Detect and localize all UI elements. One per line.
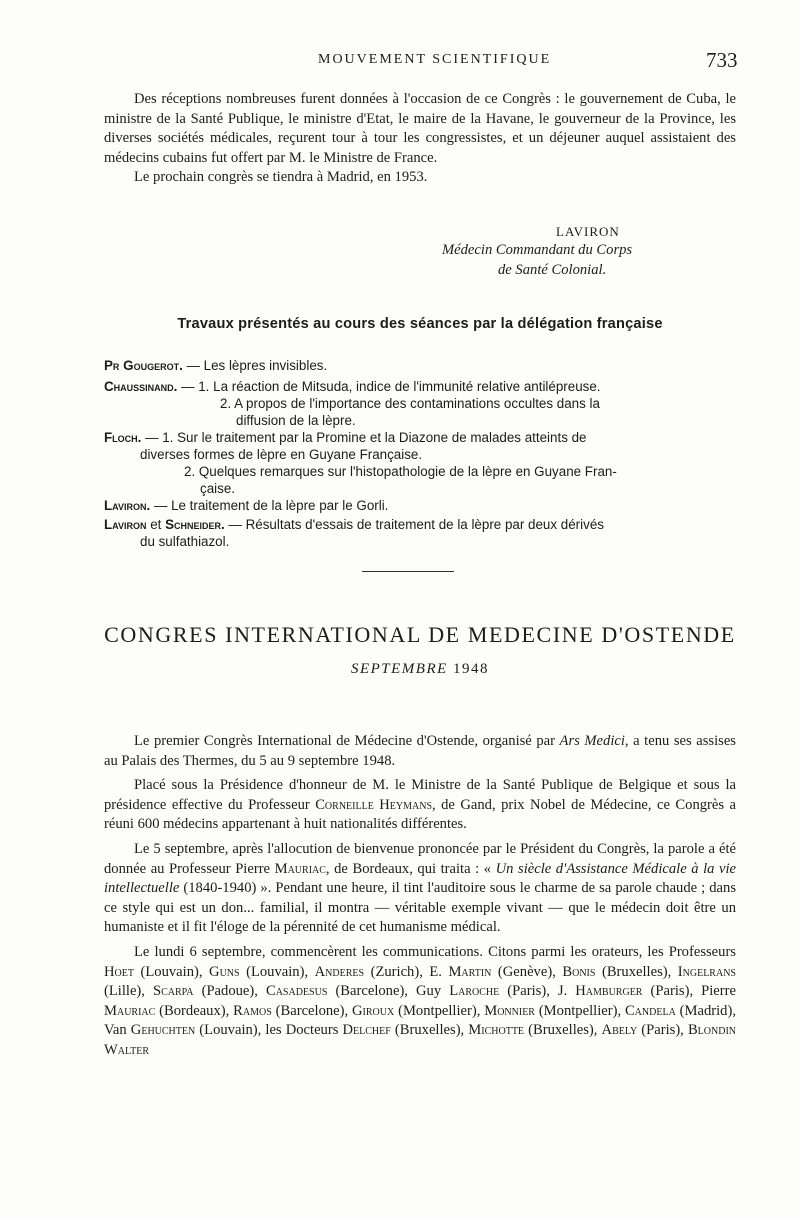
work-entry-laviron — [104, 498, 736, 515]
work-entry-floch — [104, 430, 736, 447]
speaker-affiliation: (Barcelone), — [271, 1002, 353, 1019]
text-run: (1840-1940) ». Pendant une heure, il tint l'auditoire sous le charme de sa parole chaude ; dans ce style qui est un don... familial, il montra — véritable exemple vivant — que le médecin doit être un humaniste et il fit l'éloge de la pérennité de cet humanisme médical. — [104, 880, 736, 936]
work-entry-laviron-schneider — [104, 517, 736, 534]
speaker-name: Mauriac — [104, 1002, 156, 1019]
speaker-affiliation: (Barcelone), Guy — [327, 983, 450, 1000]
speaker-affiliation: (Bruxelles), — [390, 1022, 469, 1039]
conference-month: SEPTEMBRE — [350, 661, 448, 677]
speaker-affiliation: (Montpellier), — [394, 1002, 485, 1019]
publication-name: Ars Medici — [559, 733, 625, 749]
speaker-affiliation: (Louvain), les Docteurs — [195, 1022, 343, 1039]
work-author: Laviron. — [104, 498, 151, 513]
text-run: Le premier Congrès International de Médecine d'Ostende, organisé par — [134, 733, 560, 749]
text-run: , de Gand, prix Nobel de Médecine, ce Congrès a réuni 600 médecins appartenant à huit nationalités différentes. — [104, 796, 736, 833]
speaker-name: Hamburger — [575, 983, 643, 1000]
conference-date — [0, 661, 800, 678]
speaker-affiliation: (Paris), Pierre — [642, 983, 736, 1000]
text-run: , a tenu ses assises au Palais des Thermes, du 5 au 9 septembre 1948. — [104, 733, 736, 769]
speaker-name: Scarpa — [152, 983, 194, 1000]
speaker-name: Laroche — [449, 983, 500, 1000]
person-name: Corneille Heymans — [315, 796, 433, 813]
speaker-name: Candela — [624, 1002, 676, 1019]
work-title: — Les lèpres invisibles. — [182, 358, 328, 373]
speaker-affiliation: (Montpellier), — [534, 1002, 625, 1019]
lecture-title: Un siècle d'Assistance Médicale à la vie intellectuelle — [104, 860, 737, 897]
works-heading: Travaux présentés au cours des séances par la délégation française — [177, 316, 663, 332]
speaker-name: Hoet — [104, 963, 134, 980]
person-name: Mauriac — [274, 860, 326, 877]
speaker-name: Bonis — [562, 963, 596, 980]
page-number: 733 — [706, 48, 738, 72]
speaker-name: Anderes — [314, 963, 365, 980]
speaker-name: Gehuchten — [130, 1022, 196, 1039]
section-divider — [362, 571, 454, 572]
text-run: Placé sous la Présidence d'honneur de M. le Ministre de la Santé Publique de Belgique et sous la présidence effective du Professeur — [104, 777, 736, 813]
intro-section — [104, 90, 736, 188]
intro-paragraph-2: Le prochain congrès se tiendra à Madrid, en 1953. — [134, 169, 428, 186]
work-subline: du sulfathiazol. — [140, 534, 230, 549]
work-subline: diverses formes de lèpre en Guyane Française. — [140, 447, 423, 462]
signature-name: LAVIRON — [556, 224, 620, 239]
work-author: Chaussinand. — [104, 379, 178, 394]
body-paragraph-3 — [104, 840, 736, 938]
work-entry-chaussinand — [104, 379, 736, 396]
speaker-affiliation: (Lille), — [104, 983, 153, 1000]
running-header — [0, 48, 800, 78]
speaker-affiliation: (Bruxelles), — [595, 963, 678, 980]
speaker-name: Michotte — [468, 1022, 525, 1039]
speaker-affiliation: (Paris), J. — [499, 983, 576, 1000]
text-run: Le 5 septembre, après l'allocution de bienvenue prononcée par le Président du Congrès, la parole a été donnée au Professeur Pierre — [104, 840, 736, 877]
speaker-affiliation: (Zurich), E. — [364, 963, 449, 980]
speaker-affiliation: (Bruxelles), — [524, 1022, 602, 1039]
running-title: MOUVEMENT SCIENTIFIQUE — [318, 52, 552, 67]
work-subline: diffusion de la lèpre. — [236, 413, 356, 428]
work-title: — 1. Sur le traitement par la Promine et la Diazone de malades atteints de — [141, 430, 587, 445]
work-subline: 2. A propos de l'importance des contaminations occultes dans la — [220, 396, 600, 411]
work-author: Schneider. — [165, 517, 225, 532]
speaker-affiliation: (Genève), — [491, 963, 563, 980]
work-subline: çaise. — [200, 481, 235, 496]
work-title: — Le traitement de la lèpre par le Gorli. — [150, 498, 389, 513]
speaker-affiliation: (Louvain), — [133, 963, 210, 980]
intro-paragraph-1: Des réceptions nombreuses furent données à l'occasion de ce Congrès : le gouvernement de Cuba, le ministre de la Santé Publique, le ministre d'Etat, le maire de la Havane, le gouverneur de la Province, les diverses sociétés médicales, reçurent tour à tour les congressistes, et un déjeuner auquel assistaient des médecins cubains fut offert par M. le Ministre de France. — [104, 91, 736, 166]
signature-role-line-1: Médecin Commandant du Corps — [442, 242, 633, 258]
conference-body — [104, 732, 736, 1066]
text-run: Le lundi 6 septembre, commencèrent les communications. Citons parmi les orateurs, les Professeurs — [134, 943, 736, 960]
text-run: , de Bordeaux, qui traita : « — [325, 860, 496, 877]
conference-year: 1948 — [453, 661, 490, 677]
speaker-affiliation: (Bordeaux), — [155, 1002, 234, 1019]
speaker-name: Giroux — [352, 1002, 395, 1019]
speaker-affiliation: (Louvain), — [239, 963, 315, 980]
speaker-name: Ramos — [233, 1002, 272, 1019]
body-paragraph-1 — [104, 732, 736, 771]
work-author: Laviron — [104, 517, 147, 532]
body-paragraph-2 — [104, 776, 736, 835]
speaker-name: Blondin Walter — [104, 1022, 736, 1058]
work-subline: 2. Quelques remarques sur l'histopathologie de la lèpre en Guyane Fran- — [184, 464, 617, 479]
conference-title: CONGRES INTERNATIONAL DE MEDECINE D'OSTENDE — [104, 622, 736, 647]
speaker-affiliation: (Padoue), — [193, 983, 266, 1000]
speaker-affiliation: (Paris), — [637, 1022, 688, 1039]
signature-role-line-2: de Santé Colonial. — [498, 262, 607, 278]
work-entry-gougerot — [104, 358, 736, 375]
speaker-name: Abely — [601, 1022, 638, 1039]
work-conjunction: et — [146, 517, 166, 532]
speaker-name: Guns — [209, 963, 240, 980]
speaker-affiliation: (Madrid), Van — [104, 1002, 736, 1039]
speaker-name: Casadesus — [265, 983, 328, 1000]
body-paragraph-4 — [104, 943, 736, 1061]
speaker-name: Delchef — [342, 1022, 391, 1039]
speaker-name: Monnier — [484, 1002, 535, 1019]
work-title: — 1. La réaction de Mitsuda, indice de l'immunité relative antilépreuse. — [177, 379, 601, 394]
speaker-name: Martin — [448, 963, 492, 980]
work-author: Pr Gougerot. — [104, 358, 183, 373]
work-title: — Résultats d'essais de traitement de la lèpre par deux dérivés — [224, 517, 604, 532]
work-author: Floch. — [104, 430, 142, 445]
speaker-name: Ingelrans — [677, 963, 736, 980]
